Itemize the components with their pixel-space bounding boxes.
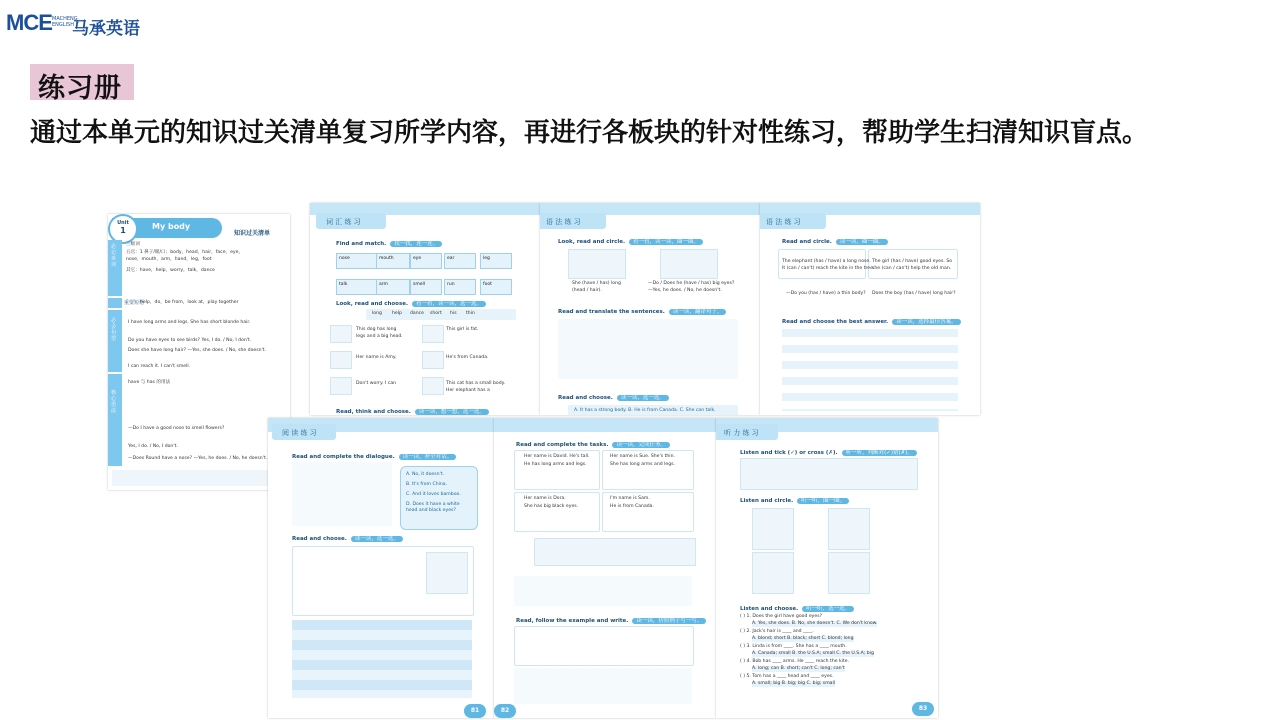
exercise-title: Read, follow the example and write. 读一读，仿照例子写一写。 [516,616,706,624]
page-number: 82 [494,704,516,718]
section-tag [30,64,134,104]
word-box: eye [410,253,442,269]
brand-logo [6,8,146,42]
task-line: Her name is Sue. She's thin. [610,454,675,459]
exercise-line: He's from Canada. [446,355,489,360]
exercise-title: Read and circle. 读一读，圈一圈。 [782,237,888,245]
logo-mark: MCE [6,10,52,35]
word-box: mouth [376,253,410,269]
picture-row [534,538,696,566]
picture-grid [828,552,870,594]
page-header: 词 汇 练 习 [316,213,386,229]
picture-row [740,458,918,490]
word-box: ear [444,253,476,269]
picture-placeholder [422,325,444,343]
translate-row [558,319,738,379]
page-header: 语 法 练 习 [760,213,826,229]
page-number: 81 [464,704,486,718]
dialogue-block [292,462,392,526]
unit-line: 其它：have，help，worry，talk，dance [126,268,215,273]
vocab-practice-page [310,203,540,415]
unit-number: 1 [120,226,126,235]
option-text: D. Does it have a white head and black eyes? [406,502,460,513]
option-word: short [430,311,442,316]
picture-placeholder [330,351,352,369]
exercise-title: Listen and choose. 听一听，选一选。 [740,604,854,612]
unit-line: Do you have eyes to see birds? Yes, I do. / No, I don't. [128,338,252,343]
unit-line: 三级词 [126,242,140,247]
unit-label: Unit [117,220,129,226]
slide-description: 通过本单元的知识过关清单复习所学内容，再进行各板块的针对性练习，帮助学生扫清知识盲点。 [30,118,1149,148]
grammar-practice-page-2 [760,203,980,415]
answer-grid [292,620,472,698]
question-line: A. long; can B. short; can't C. long; can't [752,666,845,671]
picture-grid [752,508,794,550]
task-line: Her name is Dora. [524,496,566,501]
answer-grid [782,329,958,411]
example-box [514,626,694,666]
picture-placeholder [660,249,718,279]
exercise-line: —Yes, he does. / No, he doesn't. [648,288,722,293]
task-line: I'm name is Sam. [610,496,650,501]
section-side-4 [108,374,122,466]
exercise-title: Read and choose. 读一读，选一选。 [558,393,669,401]
word-box: run [444,279,476,295]
unit-line: —Does Round have a nose? —Yes, he does. / No, he doesn't. [128,456,268,461]
exercise-title: Look, read and circle. 看一看，读一读，圈一圈。 [558,237,703,245]
option-text: B. It's from China. [406,482,448,487]
option-word: his [450,311,457,316]
exercise-line: She (have / has) long [572,281,621,286]
word-box: foot [480,279,512,295]
option-text: C. And it loves bamboo. [406,492,461,497]
exercise-line: This girl is fat. [446,327,479,332]
picture-placeholder [568,249,626,279]
picture-placeholder [330,377,352,395]
question-line: ( ) 2. Jack's hair is ____ and ____. [740,629,814,634]
choices-text: A. It has a strong body. B. He is from Canada. C. She can talk. [574,408,716,413]
section-label-phrases: 重要短语 [124,300,145,306]
exercise-title: Read and complete the tasks. 读一读，完成任务。 [516,440,670,448]
task-line: He has long arms and legs. [524,462,587,467]
exercise-title: Read and translate the sentences. 读一读，翻译句子。 [558,307,726,315]
reading-practice-page-82 [494,418,716,718]
word-box: leg [480,253,512,269]
exercise-title: Look, read and choose. 看一看，读一读，选一选。 [336,299,486,307]
question-line: ( ) 1. Does the girl have good eyes? [740,614,823,619]
exercise-title: Read and complete the dialogue. 读一读，补全对话。 [292,452,456,460]
task-line: He is from Canada. [610,504,654,509]
word-box: smell [410,279,442,295]
exercise-line: Her name is Amy. [356,355,397,360]
page-header: 听 力 练 习 [716,424,778,440]
option-word: dance [410,311,424,316]
question-line: ( ) 4. Bob has ____ arms. He ____ reach the kite. [740,659,850,664]
picture-placeholder [422,351,444,369]
unit-line: Yes, I do. / No, I don't. [128,444,178,449]
option-word: long [372,311,382,316]
girl-picture [426,552,468,594]
exercise-title: Read, think and choose. 读一读，想一想，选一选。 [336,407,489,415]
unit-line: —Do I have a good nose to smell flowers? [128,426,225,431]
option-word: thin [466,311,475,316]
section-side-2 [108,298,122,308]
picture-placeholder [422,377,444,395]
unit-line: I have long arms and legs. She has short blonde hair. [128,320,251,325]
exercise-title: Listen and tick (✓) or cross (✗). 听一听，判断对(✓)错(✗)。 [740,448,917,456]
exercise-line: The elephant (has / have) a long nose. [782,259,871,264]
section-label-sentences: 必会句型 [111,318,117,342]
unit-line: help，do，be from，look at，play together [140,300,239,305]
judgement-lines [514,576,692,606]
unit-line: 五官：1 鼻子/眼/口；body，head，hair，face，eye， [126,250,244,255]
exercise-title: Read and choose the best answer. 读一读，选择最佳答案。 [782,317,961,325]
unit-line: have 与 has 的用法 [128,380,171,385]
exercise-line: —Do / Does he (have / has) big eyes? [648,281,735,286]
exercise-line: (head / hair). [572,288,602,293]
question-line: A. small; big B. big; big C. big; small [752,681,836,686]
question-line: A. Yes, she does. B. No, she doesn't. C. We don't know. [752,621,878,626]
exercise-line: legs and a big head. [356,334,403,339]
task-line: Her name is David. He's tall. [524,454,590,459]
exercise-line: Does the boy (has / have) long hair? [872,291,956,296]
unit-line: Does she have long hair? —Yes, she does. / No, she doesn't. [128,348,267,353]
page-header: 语 法 练 习 [540,213,606,229]
option-word: help [392,311,402,316]
exercise-title: Read and choose. 读一读，选一选。 [292,534,403,542]
task-line: She has long arms and legs. [610,462,675,467]
word-box: talk [336,279,378,295]
exercise-line: This dog has long [356,327,397,332]
exercise-line: she (can / can't) help the old man. [872,266,952,271]
exercise-line: —Do you (has / have) a thin body? [786,291,866,296]
question-line: A. blond; short B. black; short C. blond; long [752,636,854,641]
unit-knowledge-page [108,214,290,490]
picture-placeholder [330,325,352,343]
exercise-title: Find and match. 找一找，连一连。 [336,239,442,247]
section-label-words: 必记单词 [111,244,117,268]
unit-title: My body [152,222,191,231]
section-tag-label: 练习册 [38,73,122,104]
unit-line: nose，mouth，arm，hand，leg，foot [126,257,212,262]
exercise-line: Don't worry. I can [356,381,397,386]
picture-grid [828,508,870,550]
writing-box [514,668,692,704]
page-band [494,418,716,432]
grammar-practice-page-1 [540,203,760,415]
section-label-grammar: 核心语法 [111,390,117,414]
word-box: arm [376,279,410,295]
exercise-line: This cat has a small body. [446,381,506,386]
picture-grid [752,552,794,594]
page-header: 阅 读 练 习 [272,424,336,440]
logo-small-text: MACHENG ENGLISH [52,16,78,28]
task-line: She has big black eyes. [524,504,579,509]
unit-subtitle: 知识过关清单 [234,230,271,237]
reading-practice-page-81 [268,418,494,718]
unit-footnote [112,470,282,486]
exercise-line: The girl (has / have) good eyes. So [872,259,953,264]
exercise-line: It (can / can't) reach the kite in the tree. [782,266,875,271]
logo-chinese-name: 马承英语 [72,19,140,39]
listening-practice-page-83 [716,418,938,718]
page-number: 83 [912,702,934,716]
question-line: ( ) 3. Linda is from ____. She has a ____ mouth. [740,644,847,649]
unit-line: I can reach it. I can't smell. [128,364,191,369]
word-box: nose [336,253,378,269]
question-line: A. Canada; small B. the U.S.A; small C. the U.S.A; big [752,651,874,656]
option-text: A. No, it doesn't. [406,472,445,477]
question-line: ( ) 5. Tom has a ____ head and ____ eyes. [740,674,834,679]
exercise-line: Her elephant has a [446,388,490,393]
exercise-title: Listen and circle. 听一听，圈一圈。 [740,496,849,504]
